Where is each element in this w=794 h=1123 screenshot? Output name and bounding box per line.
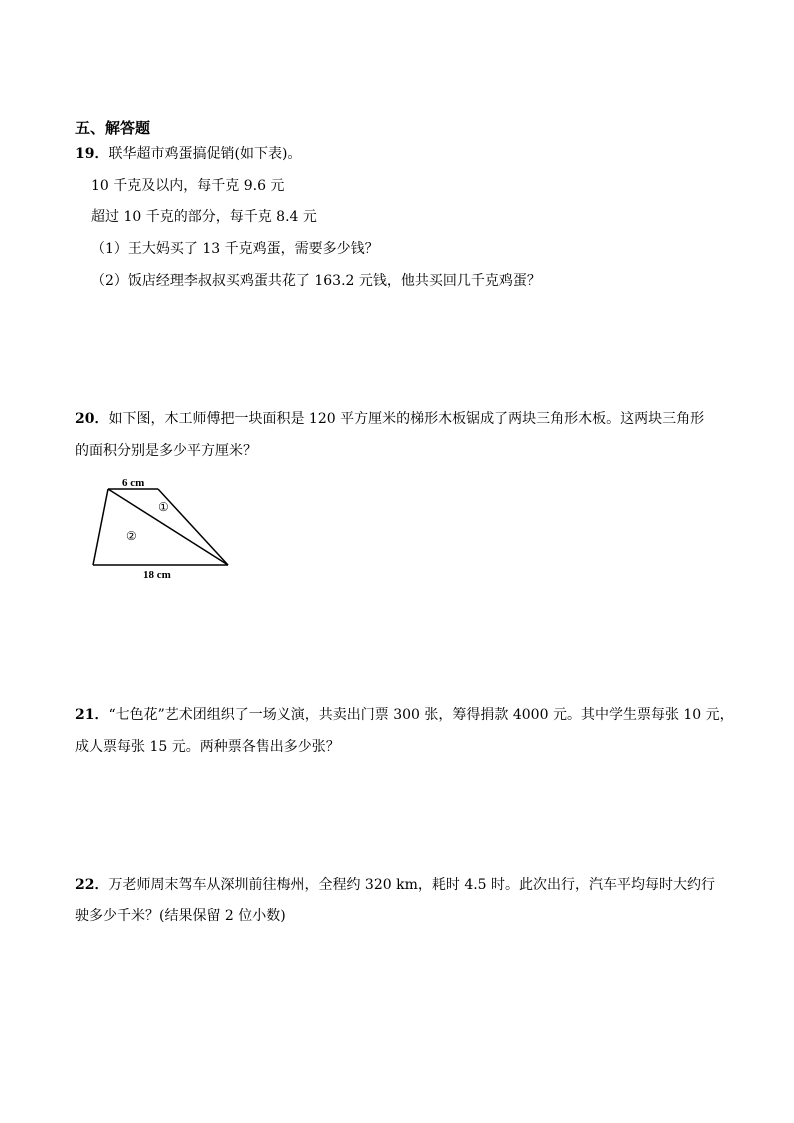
- region-2-label: ②: [126, 529, 137, 543]
- q20-line1: [75, 410, 704, 428]
- q22-number: 22．: [75, 877, 109, 893]
- q21-line2: 成人票每张 15 元。两种票各售出多少张？: [75, 739, 340, 755]
- trapezoid-left-edge: [93, 489, 108, 565]
- q22-line1: [75, 876, 715, 894]
- q19-stem-line: [75, 145, 301, 163]
- top-length-label: 6 cm: [122, 477, 145, 489]
- q19-number: 19．: [75, 146, 109, 162]
- bottom-length-label: 18 cm: [143, 569, 171, 581]
- q22-line2: 驶多少千米？(结果保留 2 位小数): [75, 908, 286, 924]
- q19-rule1: 10 千克及以内，每千克 9.6 元: [91, 178, 285, 194]
- section-title: 五、解答题: [75, 119, 151, 137]
- q21-text1: “七色花”艺术团组织了一场义演，共卖出门票 300 张，筹得捐款 4000 元。其中学生票每张 10 元，: [108, 707, 734, 723]
- q19-sub1: （1）王大妈买了 13 千克鸡蛋，需要多少钱？: [91, 241, 379, 257]
- q19-rule2: 超过 10 千克的部分，每千克 8.4 元: [91, 209, 317, 225]
- trapezoid-figure: [88, 476, 238, 586]
- q19-sub2: （2）饭店经理李叔叔买鸡蛋共花了 163.2 元钱，他共买回几千克鸡蛋？: [91, 273, 541, 289]
- q21-number: 21．: [75, 707, 109, 723]
- q20-number: 20．: [75, 411, 109, 427]
- q20-line2: 的面积分别是多少平方厘米？: [75, 443, 257, 459]
- trapezoid-diagram: [88, 476, 238, 586]
- q21-line1: [75, 706, 734, 724]
- q19-stem: 联华超市鸡蛋搞促销(如下表)。: [108, 146, 302, 162]
- q22-text1: 万老师周末驾车从深圳前往梅州，全程约 320 km，耗时 4.5 时。此次出行，汽车平均每时大约行: [108, 877, 716, 893]
- region-1-label: ①: [158, 500, 169, 514]
- q20-text1: 如下图，木工师傅把一块面积是 120 平方厘米的梯形木板锯成了两块三角形木板。这两块三角形: [108, 411, 705, 427]
